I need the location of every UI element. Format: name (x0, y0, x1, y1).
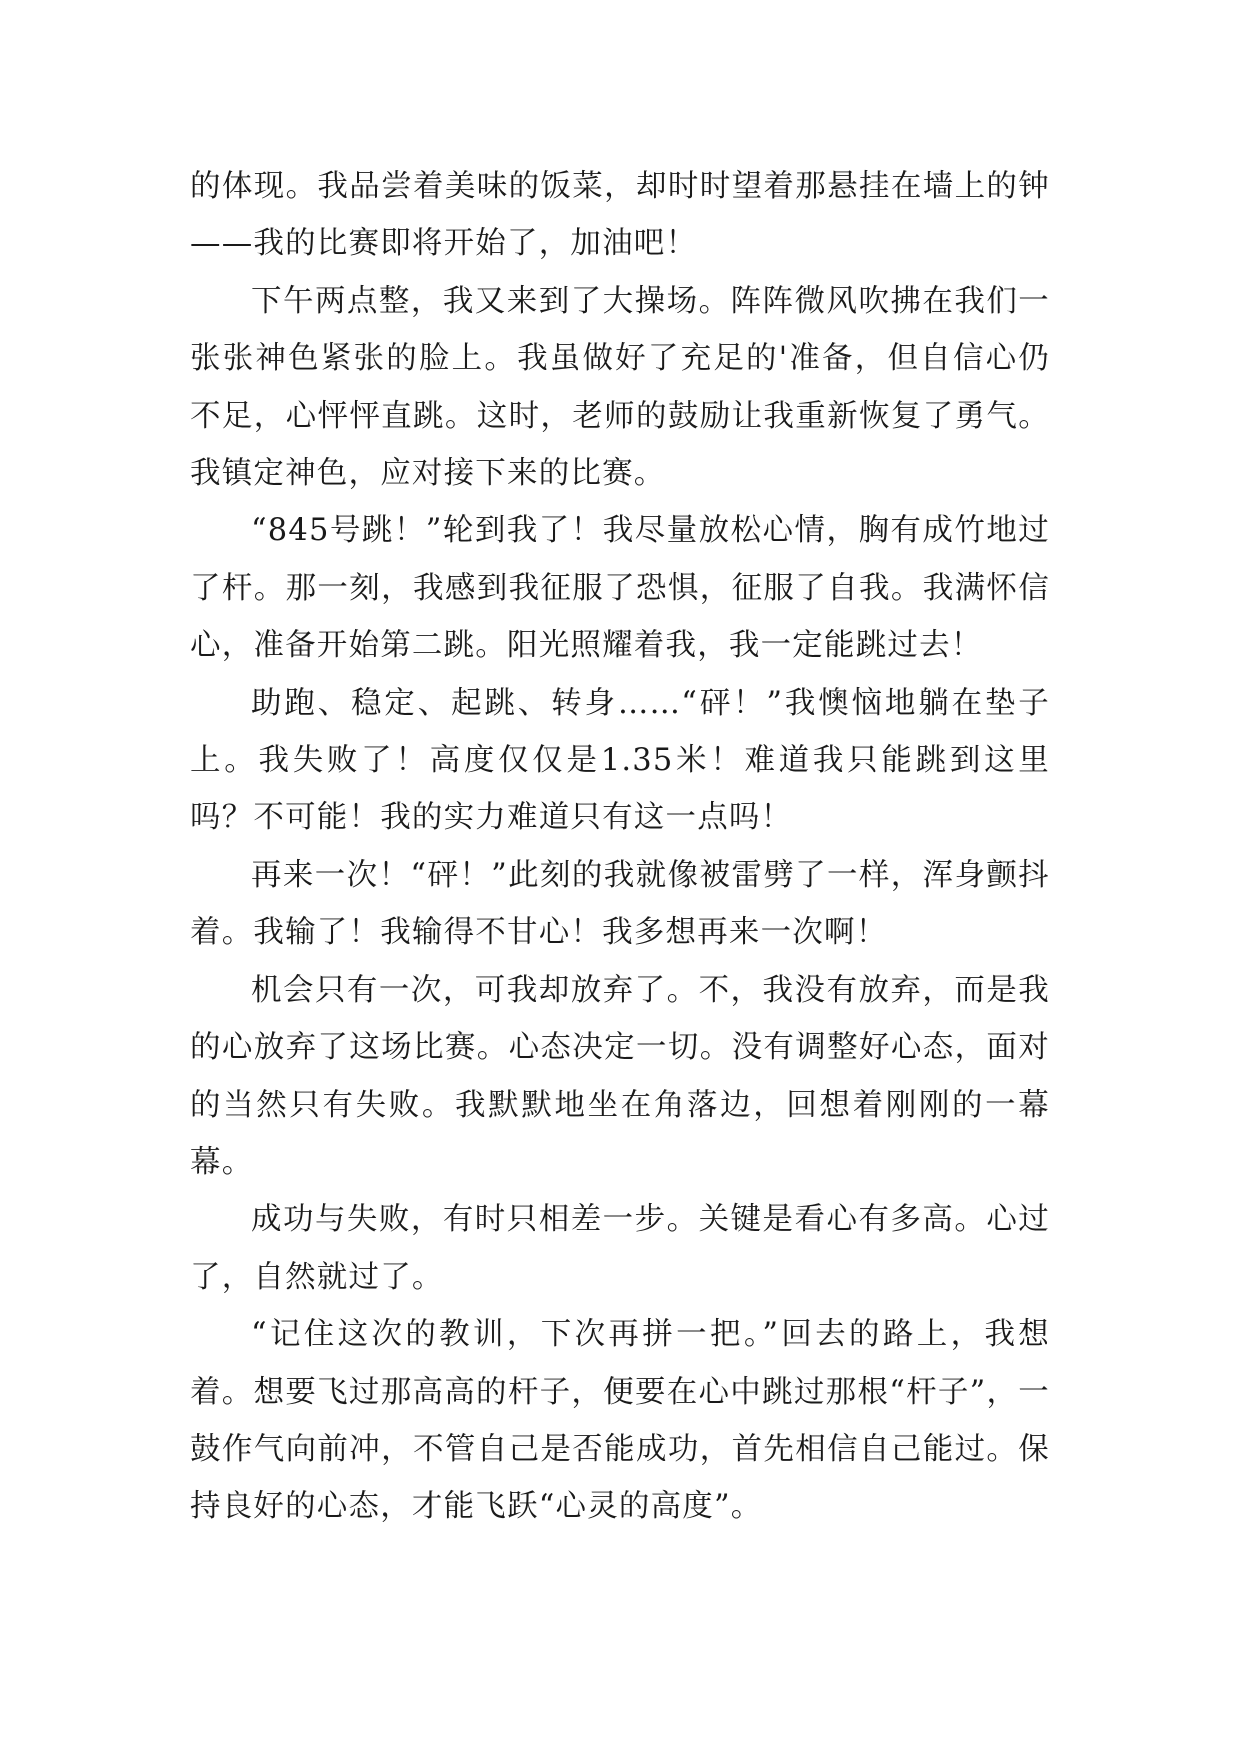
paragraph-3: “845号跳！”轮到我了！我尽量放松心情，胸有成竹地过了杆。那一刻，我感到我征服了恐惧，征服了自我。我满怀信心，准备开始第二跳。阳光照耀着我，我一定能跳过去！ (190, 513, 1050, 664)
paragraph-8: “记住这次的教训，下次再拼一把。”回去的路上，我想着。想要飞过那高高的杆子，便要在心中跳过那根“杆子”，一鼓作气向前冲，不管自己是否能成功，首先相信自己能过。保持良好的心态，才能飞跃“心灵的高度”。 (190, 1317, 1050, 1525)
paragraph-2: 下午两点整，我又来到了大操场。阵阵微风吹拂在我们一张张神色紧张的脸上。我虽做好了充足的'准备，但自信心仍不足，心怦怦直跳。这时，老师的鼓励让我重新恢复了勇气。我镇定神色，应对接下来的比赛。 (190, 283, 1050, 492)
paragraph-4: 助跑、稳定、起跳、转身……“砰！”我懊恼地躺在垫子上。我失败了！高度仅仅是1.35米！难道我只能跳到这里吗？不可能！我的实力难道只有这一点吗！ (190, 685, 1050, 836)
paragraph-6: 机会只有一次，可我却放弃了。不，我没有放弃，而是我的心放弃了这场比赛。心态决定一切。没有调整好心态，面对的当然只有失败。我默默地坐在角落边，回想着刚刚的一幕幕。 (190, 972, 1050, 1180)
paragraph-7: 成功与失败，有时只相差一步。关键是看心有多高。心过了，自然就过了。 (190, 1202, 1050, 1295)
paragraph-5: 再来一次！“砰！”此刻的我就像被雷劈了一样，浑身颤抖着。我输了！我输得不甘心！我多想再来一次啊！ (190, 857, 1050, 951)
document-body (190, 158, 1050, 1536)
paragraph-1: 的体现。我品尝着美味的饭菜，却时时望着那悬挂在墙上的钟——我的比赛即将开始了，加油吧！ (190, 169, 1050, 262)
